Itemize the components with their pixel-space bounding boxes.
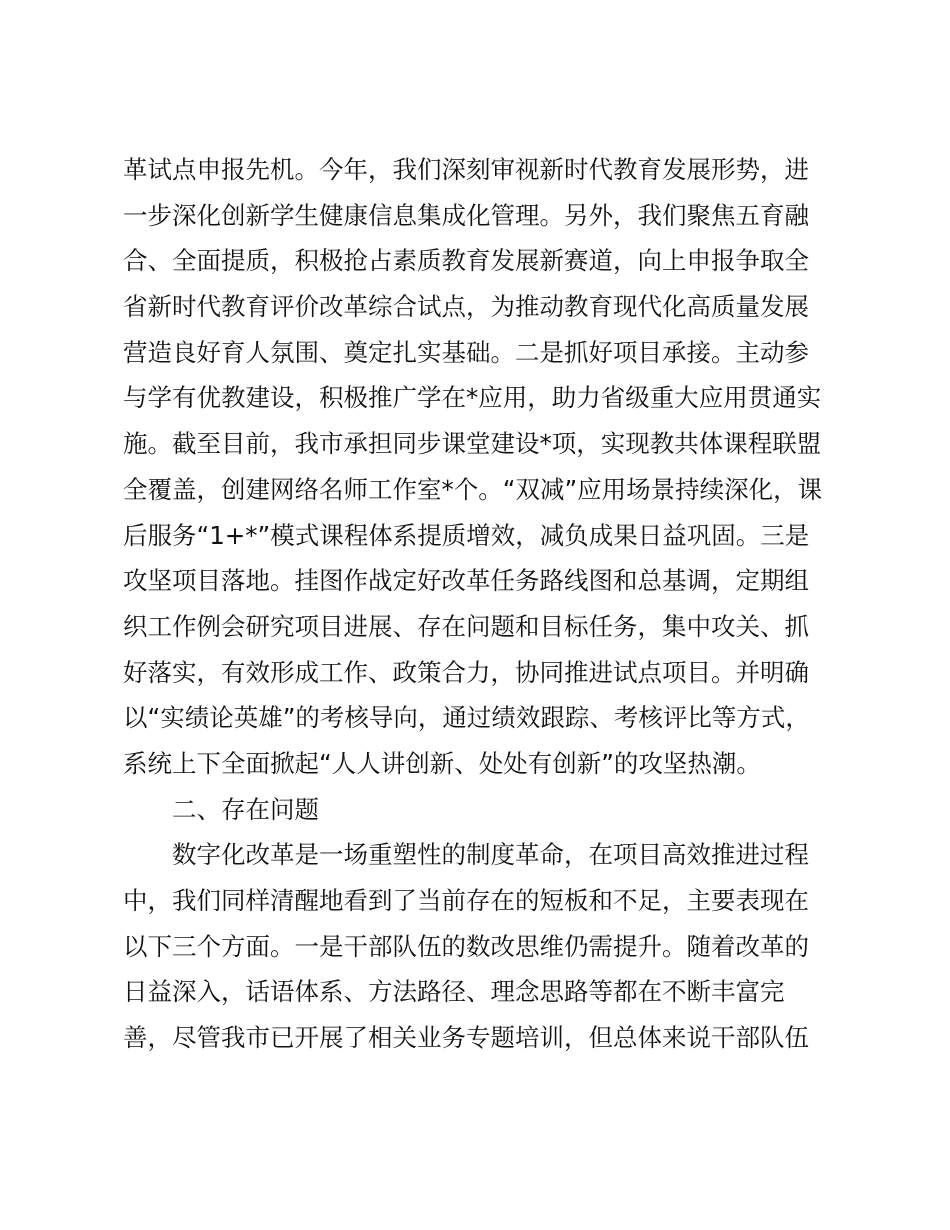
text-line: 善，尽管我市已开展了相关业务专题培训，但总体来说干部队伍 <box>123 1023 809 1053</box>
text-line: 织工作例会研究项目进展、存在问题和目标任务，集中攻关、抓 <box>123 611 809 641</box>
text-line: 合、全面提质，积极抢占素质教育发展新赛道，向上申报争取全 <box>123 246 809 276</box>
text-line: 以“实绩论英雄”的考核导向，通过绩效跟踪、考核评比等方式， <box>123 703 810 733</box>
text-line: 营造良好育人氛围、奠定扎实基础。二是抓好项目承接。主动参 <box>123 337 809 367</box>
text-line: 与学有优教建设，积极推广学在*应用，助力省级重大应用贯通实 <box>123 383 822 413</box>
text-line: 攻坚项目落地。挂图作战定好改革任务路线图和总基调，定期组 <box>123 566 809 596</box>
text-line: 以下三个方面。一是干部队伍的数改思维仍需提升。随着改革的 <box>123 931 809 961</box>
text-line: 后服务“1+*”模式课程体系提质增效，减负成果日益巩固。三是 <box>123 520 810 550</box>
text-line: 全覆盖，创建网络名师工作室*个。“双减”应用场景持续深化，课 <box>123 474 823 504</box>
text-line: 一步深化创新学生健康信息集成化管理。另外，我们聚焦五育融 <box>123 200 809 230</box>
text-line: 施。截至目前，我市承担同步课堂建设*项，实现教共体课程联盟 <box>123 429 822 459</box>
text-line: 好落实，有效形成工作、政策合力，协同推进试点项目。并明确 <box>123 657 809 687</box>
text-line: 革试点申报先机。今年，我们深刻审视新时代教育发展形势，进 <box>123 155 809 184</box>
text-line: 中，我们同样清醒地看到了当前存在的短板和不足，主要表现在 <box>123 886 809 915</box>
section-heading: 二、存在问题 <box>172 794 319 824</box>
text-line: 系统上下全面掀起“人人讲创新、处处有创新”的攻坚热潮。 <box>123 748 761 778</box>
text-line: 日益深入，话语体系、方法路径、理念思路等都在不断丰富完 <box>123 977 785 1007</box>
text-line: 数字化改革是一场重塑性的制度革命，在项目高效推进过程 <box>172 840 809 870</box>
document-body <box>123 147 833 1061</box>
text-line: 省新时代教育评价改革综合试点，为推动教育现代化高质量发展 <box>123 292 809 322</box>
